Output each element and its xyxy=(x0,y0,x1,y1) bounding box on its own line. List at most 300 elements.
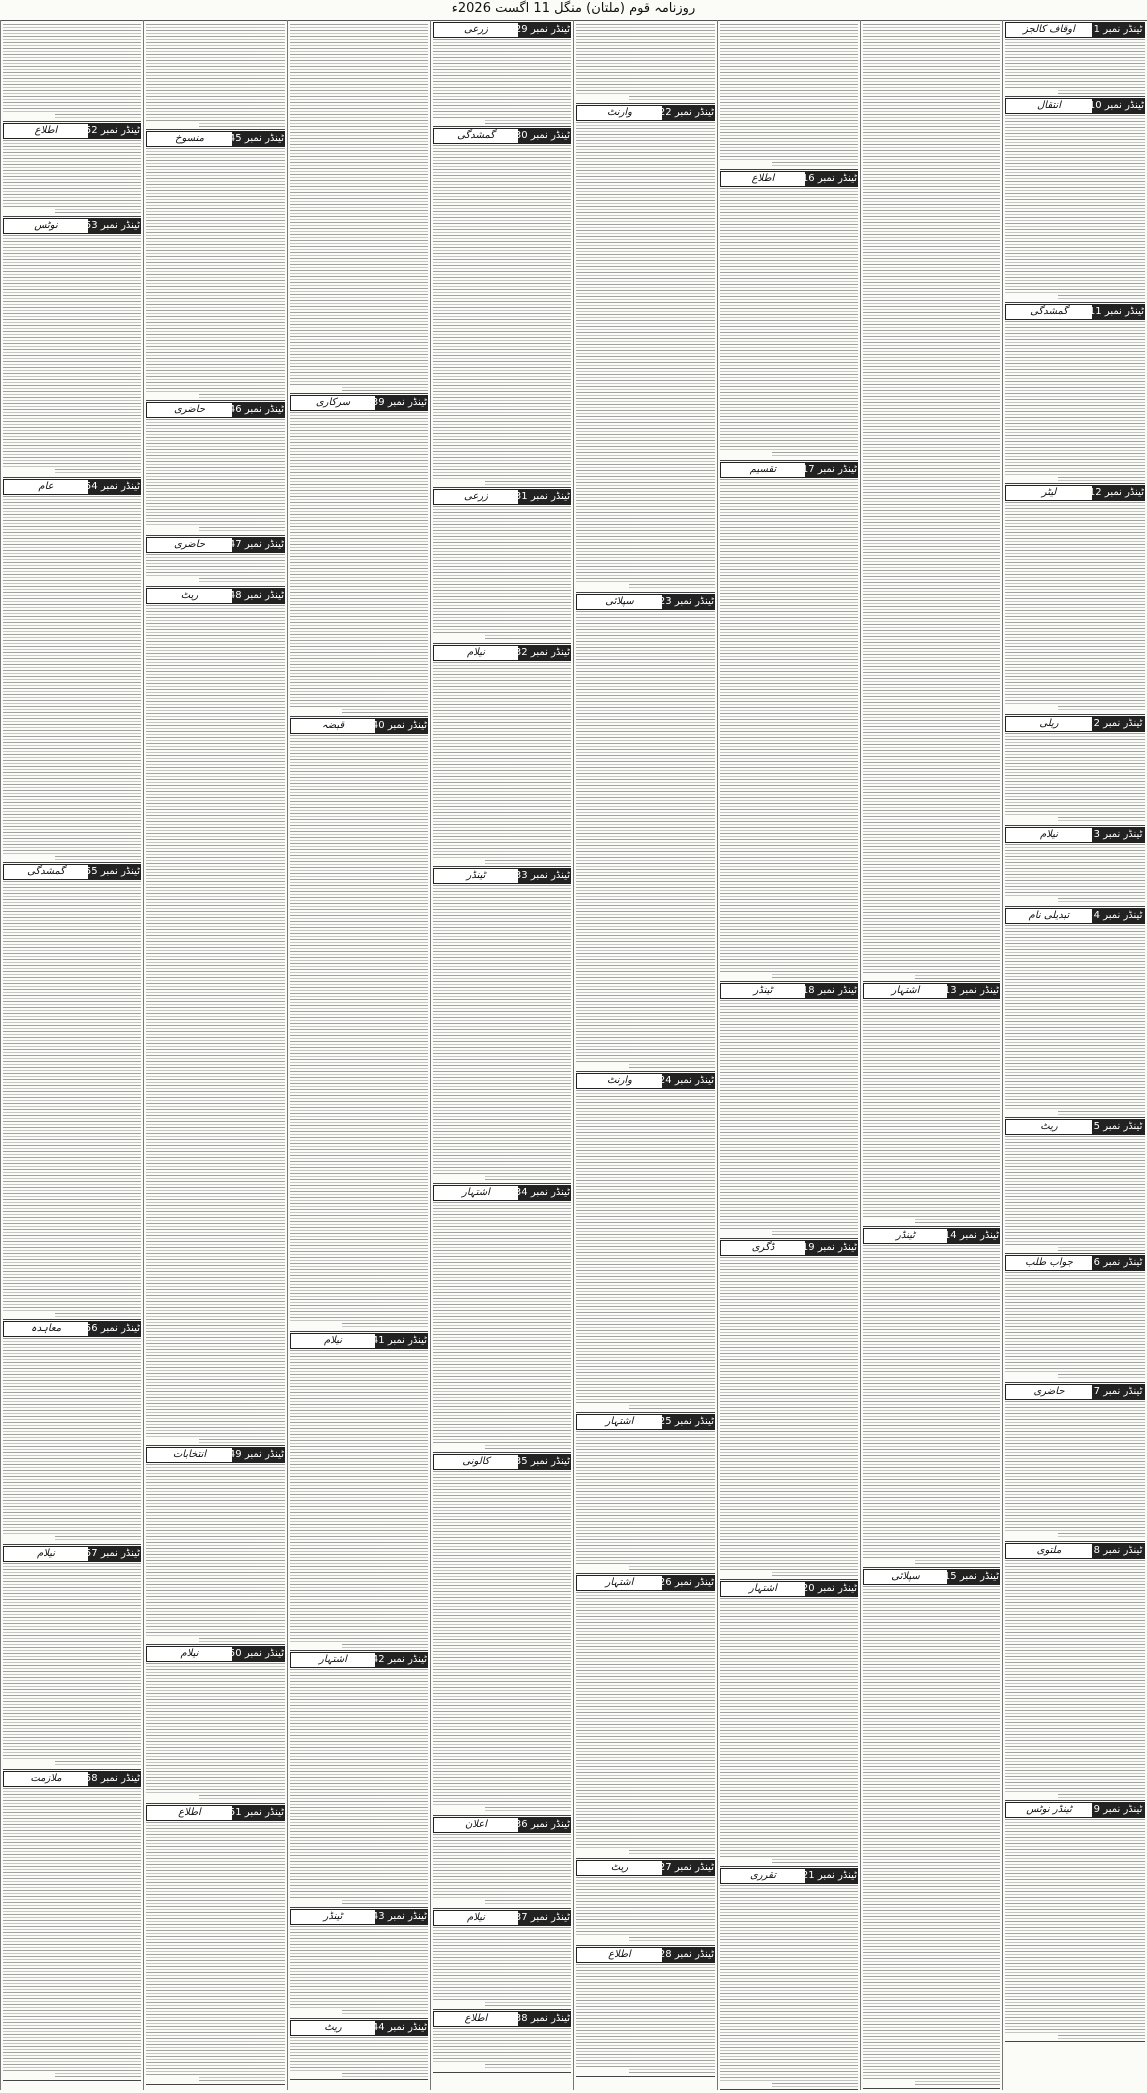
notice-body-text xyxy=(290,2037,428,2077)
notice-header xyxy=(576,1947,715,1963)
notice-header xyxy=(720,983,858,999)
notice-body-text xyxy=(1005,1136,1145,1251)
notice-body-text xyxy=(290,735,428,1329)
notice-title: ریٹ xyxy=(577,1861,662,1875)
notice-number: ٹینڈر نمبر 20 xyxy=(801,1583,857,1594)
notice-header xyxy=(146,402,285,418)
tender-notice xyxy=(433,1817,571,1909)
notice-body-text xyxy=(720,1885,858,2087)
notice-header xyxy=(1005,1543,1145,1559)
notice-header xyxy=(720,171,858,187)
notice-title: جواب طلب xyxy=(1006,1256,1092,1270)
notice-header xyxy=(433,1817,571,1833)
notice-header xyxy=(576,1860,715,1876)
notice-header xyxy=(1005,827,1145,843)
notice-body-text xyxy=(1005,1272,1145,1380)
notice-number: ٹینڈر نمبر 50 xyxy=(228,1648,284,1659)
notice-body-text xyxy=(1005,39,1145,94)
notice-header xyxy=(1005,1255,1145,1271)
tender-notice xyxy=(433,868,571,1184)
notice-title: زرعی xyxy=(434,23,518,37)
tender-notice xyxy=(1005,22,1145,97)
notice-title: ڈگری xyxy=(721,1241,805,1255)
notice-body-text xyxy=(290,24,428,391)
notice-number: ٹینڈر نمبر 3 xyxy=(1093,829,1143,840)
notice-title: معاہدہ xyxy=(4,1322,88,1336)
notice-number: ٹینڈر نمبر 19 xyxy=(801,1242,857,1253)
notice-body-text xyxy=(290,1350,428,1648)
tender-notice xyxy=(1005,98,1145,303)
notice-title: اشتہار xyxy=(577,1576,662,1590)
notice-body-text xyxy=(1005,844,1145,904)
notice-title: گمشدگی xyxy=(434,129,518,143)
notice-body-text xyxy=(3,881,141,1317)
notice-body-text xyxy=(146,1822,285,2082)
tender-notice xyxy=(863,1569,1000,2089)
tender-notice xyxy=(433,645,571,867)
notice-header xyxy=(1005,485,1145,501)
notice-number: ٹینڈر نمبر 56 xyxy=(84,1323,140,1334)
notice-title: سپلائی xyxy=(864,1570,947,1584)
notice-header xyxy=(146,1447,285,1463)
notice-body-text xyxy=(433,1927,571,2007)
notice-header xyxy=(1005,1119,1145,1135)
notice-title: اعلان xyxy=(434,1818,518,1832)
notice-header xyxy=(576,105,715,121)
tender-notice xyxy=(290,2020,428,2080)
notice-number: ٹینڈر نمبر 47 xyxy=(228,539,284,550)
notice-number: ٹینڈر نمبر 39 xyxy=(371,397,427,408)
classified-page xyxy=(0,20,1147,2093)
notice-body-text xyxy=(1005,502,1145,712)
notice-header xyxy=(290,1909,428,1925)
notice-body-text xyxy=(433,1471,571,1813)
tender-notice xyxy=(146,402,285,536)
notice-header xyxy=(433,1185,571,1201)
notice-body-text xyxy=(290,412,428,714)
notice-number: ٹینڈر نمبر 8 xyxy=(1093,1545,1143,1556)
tender-notice xyxy=(290,22,428,394)
notice-title: حاضری xyxy=(147,538,232,552)
notice-number: ٹینڈر نمبر 22 xyxy=(658,107,714,118)
notice-number: ٹینڈر نمبر 52 xyxy=(84,125,140,136)
notice-body-text xyxy=(576,1592,715,1856)
notice-number: ٹینڈر نمبر 13 xyxy=(943,985,999,996)
notice-body-text xyxy=(1005,115,1145,300)
notice-header xyxy=(290,1333,428,1349)
notice-title: ریلی xyxy=(1006,717,1092,731)
notice-number: ٹینڈر نمبر 46 xyxy=(228,404,284,415)
notice-number: ٹینڈر نمبر 36 xyxy=(514,1819,570,1830)
notice-header xyxy=(290,395,428,411)
tender-notice xyxy=(1005,304,1145,484)
notice-body-text xyxy=(1005,1819,1145,2039)
tender-notice xyxy=(290,1909,428,2019)
notice-body-text xyxy=(146,419,285,533)
notice-number: ٹینڈر نمبر 33 xyxy=(514,870,570,881)
notice-header xyxy=(720,1240,858,1256)
notice-title: سرکاری xyxy=(291,396,375,410)
notice-header xyxy=(433,868,571,884)
tender-notice xyxy=(720,22,858,170)
notice-header xyxy=(146,537,285,553)
notice-body-text xyxy=(3,1788,141,2078)
notice-header xyxy=(1005,908,1145,924)
notice-number: ٹینڈر نمبر 29 xyxy=(514,24,570,35)
notice-title: ریٹ xyxy=(147,589,232,603)
notice-title: حاضری xyxy=(1006,1385,1092,1399)
notice-title: وارنٹ xyxy=(577,1074,662,1088)
notice-body-text xyxy=(576,24,715,101)
notice-number: ٹینڈر نمبر 10 xyxy=(1088,100,1144,111)
notice-title: ریٹ xyxy=(291,2021,375,2035)
notice-title: تقرری xyxy=(721,1869,805,1883)
notice-number: ٹینڈر نمبر 34 xyxy=(514,1187,570,1198)
tender-notice xyxy=(433,1910,571,2010)
notice-header xyxy=(146,131,285,147)
notice-body-text xyxy=(1005,1560,1145,1798)
notice-number: ٹینڈر نمبر 23 xyxy=(658,596,714,607)
notice-title: وارنٹ xyxy=(577,106,662,120)
notice-body-text xyxy=(3,24,141,119)
notice-body-text xyxy=(576,1964,715,2074)
tender-notice xyxy=(720,1581,858,1867)
tender-notice xyxy=(290,395,428,717)
notice-header xyxy=(3,479,141,495)
tender-notice xyxy=(3,22,141,122)
notice-body-text xyxy=(3,1338,141,1542)
newspaper-masthead: روزنامہ قوم (ملتان) منگل 11 اگست 2026ء xyxy=(0,0,1147,21)
notice-header xyxy=(146,588,285,604)
notice-body-text xyxy=(863,1000,1000,1224)
notice-number: ٹینڈر نمبر 55 xyxy=(84,866,140,877)
column-5 xyxy=(430,20,573,2090)
notice-header xyxy=(3,1771,141,1787)
notice-header xyxy=(1005,716,1145,732)
notice-body-text xyxy=(3,235,141,475)
tender-notice xyxy=(1005,1255,1145,1383)
notice-header xyxy=(3,123,141,139)
notice-number: ٹینڈر نمبر 6 xyxy=(1093,1257,1143,1268)
notice-header xyxy=(3,1546,141,1562)
notice-number: ٹینڈر نمبر 30 xyxy=(514,130,570,141)
notice-title: اطلاع xyxy=(147,1806,232,1820)
notice-header xyxy=(1005,304,1145,320)
notice-title: نوٹس xyxy=(4,219,88,233)
tender-notice xyxy=(576,1073,715,1413)
notice-number: ٹینڈر نمبر 17 xyxy=(801,464,857,475)
tender-notice xyxy=(720,171,858,461)
notice-header xyxy=(1005,1384,1145,1400)
notice-title: اطلاع xyxy=(577,1948,662,1962)
tender-notice xyxy=(146,1805,285,2085)
notice-body-text xyxy=(433,506,571,641)
notice-header xyxy=(290,2020,428,2036)
tender-notice xyxy=(1005,716,1145,826)
tender-notice xyxy=(1005,1543,1145,1801)
notice-header xyxy=(290,718,428,734)
tender-notice xyxy=(3,479,141,863)
notice-body-text xyxy=(433,885,571,1181)
notice-header xyxy=(720,462,858,478)
tender-notice xyxy=(3,218,141,478)
tender-notice xyxy=(433,22,571,127)
tender-notice xyxy=(720,1868,858,2090)
notice-body-text xyxy=(576,122,715,590)
notice-header xyxy=(1005,1802,1145,1818)
notice-body-text xyxy=(146,1663,285,1801)
notice-title: نیلام xyxy=(291,1334,375,1348)
tender-notice xyxy=(146,1447,285,1645)
tender-notice xyxy=(146,131,285,401)
notice-title: تقسیم xyxy=(721,463,805,477)
notice-body-text xyxy=(1005,321,1145,481)
notice-header xyxy=(863,1569,1000,1585)
notice-body-text xyxy=(720,24,858,167)
tender-notice xyxy=(576,1860,715,1946)
notice-number: ٹینڈر نمبر 44 xyxy=(371,2022,427,2033)
notice-header xyxy=(863,983,1000,999)
notice-number: ٹینڈر نمبر 54 xyxy=(84,481,140,492)
notice-number: ٹینڈر نمبر 15 xyxy=(943,1571,999,1582)
notice-number: ٹینڈر نمبر 9 xyxy=(1093,1804,1143,1815)
notice-body-text xyxy=(290,1669,428,1905)
notice-title: اشتہار xyxy=(434,1186,518,1200)
tender-notice xyxy=(576,1947,715,2077)
notice-title: ٹینڈر xyxy=(291,1910,375,1924)
notice-number: ٹینڈر نمبر 25 xyxy=(658,1416,714,1427)
notice-header xyxy=(1005,22,1145,38)
notice-number: ٹینڈر نمبر 45 xyxy=(228,133,284,144)
tender-notice xyxy=(1005,1119,1145,1254)
tender-notice xyxy=(290,718,428,1332)
notice-title: نیلام xyxy=(1006,828,1092,842)
notice-body-text xyxy=(576,1090,715,1410)
notice-title: انتخابات xyxy=(147,1448,232,1462)
tender-notice xyxy=(720,983,858,1239)
notice-body-text xyxy=(720,1257,858,1577)
notice-body-text xyxy=(433,145,571,485)
tender-notice xyxy=(3,123,141,217)
notice-title: نیلام xyxy=(434,1911,518,1925)
tender-notice xyxy=(1005,485,1145,715)
notice-header xyxy=(576,1575,715,1591)
notice-title: ٹینڈر xyxy=(434,869,518,883)
notice-header xyxy=(720,1868,858,1884)
tender-notice xyxy=(433,2011,571,2073)
notice-number: ٹینڈر نمبر 7 xyxy=(1093,1386,1143,1397)
notice-number: ٹینڈر نمبر 53 xyxy=(84,220,140,231)
tender-notice xyxy=(290,1333,428,1651)
notice-body-text xyxy=(433,39,571,124)
notice-title: حاضری xyxy=(147,403,232,417)
notice-title: ٹینڈر نوٹس xyxy=(1006,1803,1092,1817)
notice-number: ٹینڈر نمبر 2 xyxy=(1093,718,1143,729)
notice-number: ٹینڈر نمبر 58 xyxy=(84,1773,140,1784)
notice-body-text xyxy=(1005,1401,1145,1539)
tender-notice xyxy=(720,1240,858,1580)
column-2 xyxy=(860,20,1002,2090)
tender-notice xyxy=(3,864,141,1320)
notice-header xyxy=(3,218,141,234)
notice-number: ٹینڈر نمبر 28 xyxy=(658,1949,714,1960)
notice-body-text xyxy=(3,496,141,860)
notice-body-text xyxy=(720,188,858,458)
notice-header xyxy=(146,1805,285,1821)
notice-number: ٹینڈر نمبر 18 xyxy=(801,985,857,996)
notice-title: ملتوی xyxy=(1006,1544,1092,1558)
column-3 xyxy=(717,20,860,2090)
notice-title: اوقاف کالجز xyxy=(1006,23,1092,37)
notice-header xyxy=(720,1581,858,1597)
notice-number: ٹینڈر نمبر 31 xyxy=(514,491,570,502)
notice-title: تبدیلی نام xyxy=(1006,909,1092,923)
notice-body-text xyxy=(576,1877,715,1943)
notice-body-text xyxy=(3,140,141,214)
notice-number: ٹینڈر نمبر 16 xyxy=(801,173,857,184)
notice-body-text xyxy=(863,1245,1000,1565)
notice-number: ٹینڈر نمبر 27 xyxy=(658,1862,714,1873)
notice-title: گمشدگی xyxy=(1006,305,1092,319)
notice-title: اشتہار xyxy=(864,984,947,998)
notice-header xyxy=(1005,98,1145,114)
tender-notice xyxy=(1005,908,1145,1118)
notice-body-text xyxy=(290,1926,428,2016)
notice-header xyxy=(146,1646,285,1662)
notice-title: نیلام xyxy=(147,1647,232,1661)
notice-title: اطلاع xyxy=(721,172,805,186)
notice-title: عام xyxy=(4,480,88,494)
notice-title: قبضہ xyxy=(291,719,375,733)
tender-notice xyxy=(863,983,1000,1227)
tender-notice xyxy=(146,1646,285,1804)
notice-title: نیلام xyxy=(434,646,518,660)
notice-number: ٹینڈر نمبر 51 xyxy=(228,1807,284,1818)
notice-header xyxy=(433,1910,571,1926)
tender-notice xyxy=(433,1185,571,1453)
notice-title: لیٹر xyxy=(1006,486,1092,500)
notice-number: ٹینڈر نمبر 49 xyxy=(228,1449,284,1460)
notice-title: اشتہار xyxy=(291,1653,375,1667)
notice-body-text xyxy=(146,1464,285,1642)
notice-title: ریٹ xyxy=(1006,1120,1092,1134)
tender-notice xyxy=(3,1771,141,2081)
notice-header xyxy=(433,645,571,661)
notice-number: ٹینڈر نمبر 4 xyxy=(1093,910,1143,921)
notice-header xyxy=(433,128,571,144)
notice-body-text xyxy=(433,662,571,864)
tender-notice xyxy=(433,489,571,644)
tender-notice xyxy=(1005,827,1145,907)
notice-header xyxy=(433,2011,571,2027)
notice-number: ٹینڈر نمبر 35 xyxy=(514,1456,570,1467)
notice-body-text xyxy=(863,1586,1000,2086)
notice-number: ٹینڈر نمبر 38 xyxy=(514,2013,570,2024)
notice-number: ٹینڈر نمبر 43 xyxy=(371,1911,427,1922)
notice-header xyxy=(3,864,141,880)
notice-number: ٹینڈر نمبر 26 xyxy=(658,1577,714,1588)
tender-notice xyxy=(863,1228,1000,1568)
tender-notice xyxy=(720,462,858,982)
notice-title: کالونی xyxy=(434,1455,518,1469)
notice-header xyxy=(290,1652,428,1668)
notice-number: ٹینڈر نمبر 21 xyxy=(801,1870,857,1881)
notice-number: ٹینڈر نمبر 14 xyxy=(943,1230,999,1241)
tender-notice xyxy=(1005,1384,1145,1542)
tender-notice xyxy=(576,1575,715,1859)
notice-header xyxy=(863,1228,1000,1244)
tender-notice xyxy=(863,22,1000,982)
tender-notice xyxy=(146,537,285,587)
tender-notice xyxy=(576,105,715,593)
notice-number: ٹینڈر نمبر 32 xyxy=(514,647,570,658)
notice-header xyxy=(433,22,571,38)
notice-number: ٹینڈر نمبر 5 xyxy=(1093,1121,1143,1132)
column-7 xyxy=(143,20,287,2090)
notice-body-text xyxy=(146,24,285,127)
notice-title: اطلاع xyxy=(434,2012,518,2026)
column-1 xyxy=(1002,20,1147,2090)
notice-number: ٹینڈر نمبر 1 xyxy=(1093,24,1143,35)
notice-header xyxy=(576,1414,715,1430)
notice-number: ٹینڈر نمبر 42 xyxy=(371,1654,427,1665)
notice-number: ٹینڈر نمبر 12 xyxy=(1088,487,1144,498)
notice-title: اشتہار xyxy=(577,1415,662,1429)
notice-number: ٹینڈر نمبر 48 xyxy=(228,590,284,601)
notice-body-text xyxy=(576,1431,715,1571)
notice-number: ٹینڈر نمبر 57 xyxy=(84,1548,140,1559)
notice-header xyxy=(3,1321,141,1337)
notice-title: اشتہار xyxy=(721,1582,805,1596)
notice-title: انتقال xyxy=(1006,99,1092,113)
tender-notice xyxy=(576,1414,715,1574)
notice-body-text xyxy=(720,1598,858,1864)
notice-body-text xyxy=(863,24,1000,979)
notice-body-text xyxy=(433,1834,571,1906)
notice-header xyxy=(433,489,571,505)
notice-title: ٹینڈر xyxy=(864,1229,947,1243)
notice-body-text xyxy=(3,1563,141,1767)
notice-number: ٹینڈر نمبر 24 xyxy=(658,1075,714,1086)
notice-body-text xyxy=(720,1000,858,1236)
notice-body-text xyxy=(146,148,285,398)
notice-body-text xyxy=(1005,733,1145,823)
notice-title: زرعی xyxy=(434,490,518,504)
notice-body-text xyxy=(576,611,715,1069)
column-8 xyxy=(0,20,143,2090)
notice-number: ٹینڈر نمبر 11 xyxy=(1088,306,1144,317)
notice-header xyxy=(576,1073,715,1089)
notice-title: ٹینڈر xyxy=(721,984,805,998)
tender-notice xyxy=(3,1321,141,1545)
notice-title: اطلاع xyxy=(4,124,88,138)
tender-notice xyxy=(3,1546,141,1770)
tender-notice xyxy=(1005,1802,1145,2042)
tender-notice xyxy=(146,588,285,1446)
notice-number: ٹینڈر نمبر 37 xyxy=(514,1912,570,1923)
notice-title: منسوخ xyxy=(147,132,232,146)
notice-number: ٹینڈر نمبر 41 xyxy=(371,1335,427,1346)
tender-notice xyxy=(146,22,285,130)
notice-title: ملازمت xyxy=(4,1772,88,1786)
notice-header xyxy=(576,594,715,610)
column-4 xyxy=(573,20,717,2090)
notice-body-text xyxy=(146,605,285,1443)
tender-notice xyxy=(576,22,715,104)
tender-notice xyxy=(290,1652,428,1908)
tender-notice xyxy=(433,1454,571,1816)
notice-title: نیلام xyxy=(4,1547,88,1561)
